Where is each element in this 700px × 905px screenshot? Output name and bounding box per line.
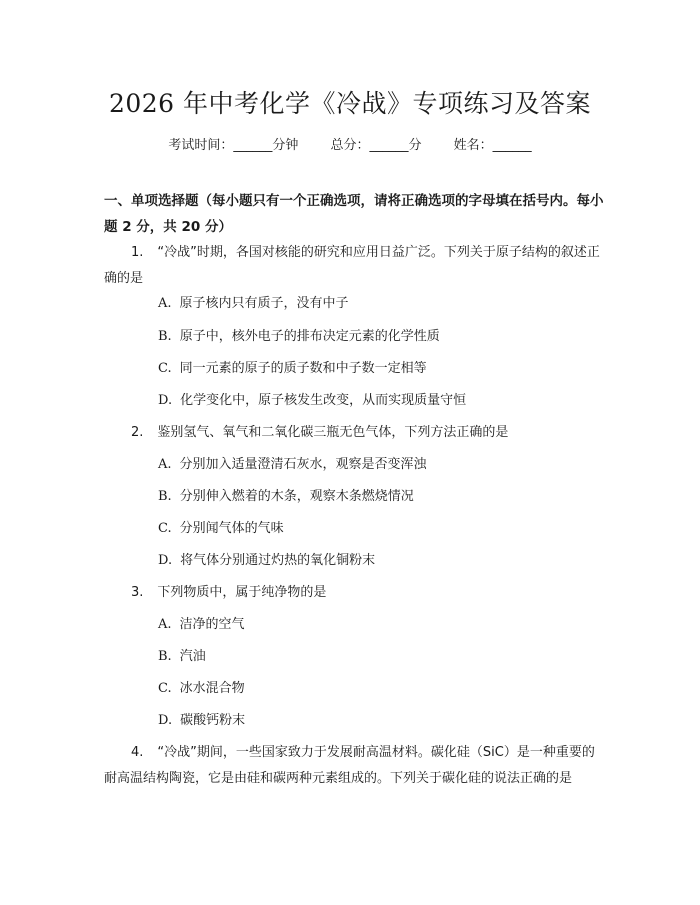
option-letter: B.: [158, 329, 172, 344]
option-letter: A.: [158, 617, 172, 632]
option-3d: [158, 711, 245, 731]
question-3: [104, 580, 600, 606]
option-letter: C.: [158, 521, 172, 536]
question-text: “冷战”时期，各国对核能的研究和应用日益广泛。下列关于原子结构的叙述正确的是: [104, 245, 600, 286]
option-text: 分别伸入燃着的木条，观察木条燃烧情况: [179, 489, 414, 504]
option-text: 分别加入适量澄清石灰水，观察是否变浑浊: [179, 457, 427, 472]
option-text: 化学变化中，原子核发生改变，从而实现质量守恒: [180, 393, 467, 408]
option-2d: [158, 551, 375, 571]
option-text: 分别闻气体的气味: [179, 521, 284, 536]
option-letter: A.: [158, 457, 172, 472]
question-1: [104, 240, 600, 292]
exam-time: 考试时间：______分钟: [168, 138, 299, 153]
option-2b: [158, 487, 414, 507]
option-1a: [158, 294, 349, 314]
question-number: 3.: [131, 585, 144, 600]
option-text: 碳酸钙粉末: [180, 713, 246, 728]
option-letter: B.: [158, 649, 172, 664]
option-3a: [158, 615, 245, 635]
option-letter: A.: [158, 296, 172, 311]
student-name: 姓名：______: [453, 138, 532, 153]
question-number: 2.: [131, 425, 144, 440]
option-letter: D.: [158, 393, 173, 408]
option-letter: D.: [158, 553, 173, 568]
question-text: “冷战”期间，一些国家致力于发展耐高温材料。碳化硅（SiC）是一种重要的耐高温结构陶瓷，它是由硅和碳两种元素组成的。下列关于碳化硅的说法正确的是: [104, 745, 595, 786]
option-2c: [158, 519, 284, 539]
option-text: 洁净的空气: [179, 617, 245, 632]
option-1c: [158, 359, 427, 379]
option-1d: [158, 391, 466, 411]
option-text: 同一元素的原子的质子数和中子数一定相等: [179, 361, 427, 376]
option-text: 原子核内只有质子，没有中子: [179, 296, 349, 311]
section-heading: 一、单项选择题（每小题只有一个正确选项，请将正确选项的字母填在括号内。每小题 2 分，共 20 分）: [104, 193, 604, 235]
option-text: 原子中，核外电子的排布决定元素的化学性质: [179, 329, 440, 344]
question-number: 1.: [131, 245, 144, 260]
option-3c: [158, 679, 245, 699]
question-text: 鉴别氢气、氧气和二氧化碳三瓶无色气体，下列方法正确的是: [157, 425, 509, 440]
page-title: 2026 年中考化学《冷战》专项练习及答案: [108, 89, 592, 118]
total-score: 总分：______分: [330, 138, 422, 153]
option-text: 将气体分别通过灼热的氧化铜粉末: [180, 553, 376, 568]
option-letter: B.: [158, 489, 172, 504]
option-3b: [158, 647, 206, 667]
question-number: 4.: [131, 745, 144, 760]
option-letter: D.: [158, 713, 173, 728]
option-letter: C.: [158, 681, 172, 696]
option-text: 汽油: [179, 649, 206, 664]
option-2a: [158, 455, 427, 475]
option-text: 冰水混合物: [179, 681, 245, 696]
exam-meta: [0, 134, 700, 153]
question-2: [104, 420, 600, 446]
question-4: [104, 740, 600, 792]
option-1b: [158, 327, 440, 347]
option-letter: C.: [158, 361, 172, 376]
question-text: 下列物质中，属于纯净物的是: [157, 585, 327, 600]
